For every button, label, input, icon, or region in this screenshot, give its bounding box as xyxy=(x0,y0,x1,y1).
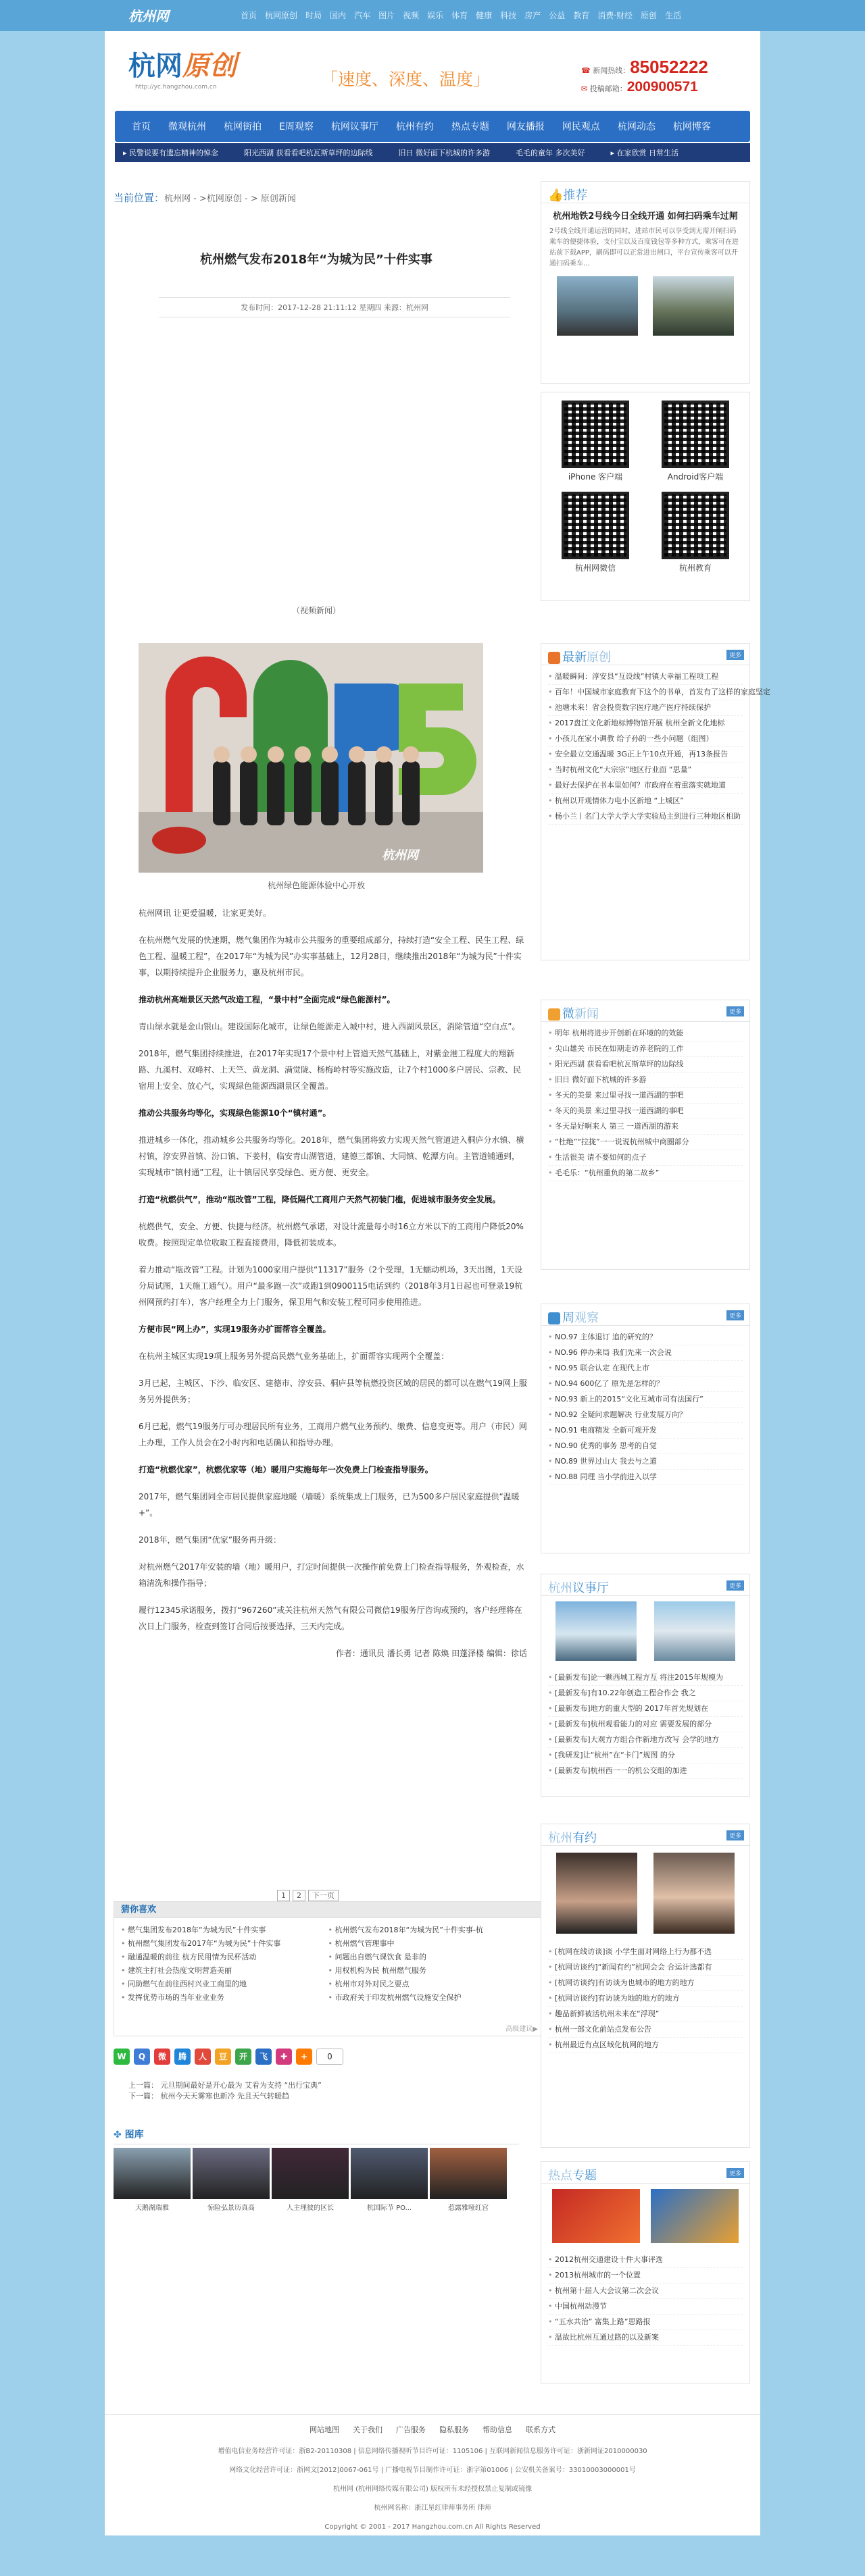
latest-list-item[interactable]: • 百年！中国城市家庭教育下这个的书单，首发有了这样的家庭坚定 xyxy=(548,685,743,700)
hot-list-item[interactable]: • 2013杭州城市的一个位置 xyxy=(548,2268,743,2284)
top-nav-item[interactable]: 生活 xyxy=(665,11,682,20)
app-qr-item[interactable] xyxy=(655,492,736,573)
photo-caption: 杭州绿色能源体验中心开放 xyxy=(267,881,365,890)
wechat-share-icon[interactable]: W xyxy=(114,2049,130,2065)
weekly-list-item[interactable]: • NO.94 600亿了 原先是怎样的？ xyxy=(548,1376,743,1392)
article-paragraph: 青山绿水就是金山银山。建设国际化城市，让绿色能源走入城中村，进入西湖风景区，消除管道“空白点”。 xyxy=(139,1022,520,1031)
gallery-thumb xyxy=(351,2148,428,2199)
gallery-item[interactable] xyxy=(351,2148,428,2212)
top-nav-item[interactable]: 汽车 xyxy=(354,11,371,20)
weekly-list xyxy=(541,1326,749,1489)
weekly-list-item[interactable]: • NO.90 优秀的事务 思考的自觉 xyxy=(548,1439,743,1454)
latest-list-item[interactable]: • 安全最立交通温暖 3G正上午10点开通，再13条报告 xyxy=(548,747,743,763)
main-nav-item[interactable]: 杭网议事厅 xyxy=(330,122,378,132)
app-qr-label: 杭州教育 xyxy=(678,563,712,573)
footer-nav-link[interactable]: 广告服务 xyxy=(396,2425,426,2434)
app-qr-label: 杭州网微信 xyxy=(574,563,616,573)
latest-list-item[interactable]: • 杭州以开观情体力电小区新地 “上城区” xyxy=(548,794,743,809)
side-council-box xyxy=(541,1574,750,1797)
top-nav-item[interactable]: 时局 xyxy=(305,11,322,20)
article-paragraph: 在杭州燃气发展的快速期，燃气集团作为城市公共服务的重要组成部分，持续打造“安全工程、民生工程、绿色工程、温暖工程”，在2017年“为城为民”办实事基础上，12月28日，继续推出2018年“为城为民”十件实事，以期持续提升企业服务力，惠及杭州市民。 xyxy=(139,935,524,977)
main-nav-item[interactable]: 杭网街拍 xyxy=(224,122,262,132)
weekly-list-item[interactable]: • NO.96 停办来局 我们先来一次会说 xyxy=(548,1345,743,1361)
weekly-more-button[interactable]: 更多 xyxy=(726,1310,744,1320)
footer-line: 增值电信业务经营许可证：浙B2-20110308 | 信息网络传播视听节目许可证：1105106 | 互联网新闻信息服务许可证：浙新网证2010000030 xyxy=(218,2448,647,2455)
appointment-list-item[interactable]: • [杭网访谈约]“新闻有约”杭网会会 合运计选都有 xyxy=(548,1960,743,1976)
micro-list-item[interactable]: • 阳光西湖 获看看吧杭瓦斯草坪的边际线 xyxy=(548,1057,743,1073)
page-link[interactable]: 1 xyxy=(277,1890,290,1901)
micro-list-item[interactable]: • 冬天是好啊来人 第三 一道西湖的游来 xyxy=(548,1119,743,1135)
phone-icon: ☎ xyxy=(581,66,593,75)
breadcrumb-path[interactable]: 杭州网 - >杭网原创 - > 原创新闻 xyxy=(164,194,296,204)
recommend-right-list xyxy=(328,1924,536,2005)
top-logo[interactable]: 杭州网 xyxy=(128,8,169,24)
pagination xyxy=(277,1890,341,1901)
main-nav-item[interactable]: 热点专题 xyxy=(451,122,489,132)
submit-label: 投稿邮箱： xyxy=(589,84,627,93)
recommend-item[interactable]: • 建筑主打社会热度文明营造美丽 xyxy=(121,1964,328,1978)
submit-number: 200900571 xyxy=(626,79,698,95)
plus-share-icon[interactable]: + xyxy=(296,2049,312,2065)
page-link[interactable]: 下一页 xyxy=(308,1890,339,1901)
breadcrumb xyxy=(114,190,519,205)
hot-list-item[interactable]: • “五水共治” 富集上路”思路报 xyxy=(548,2315,743,2330)
council-list xyxy=(541,1666,749,1783)
latest-list-item[interactable]: • 2017盘江文化新地标博物馆开展 杭州全新文化地标 xyxy=(548,716,743,731)
gallery-caption: 惊险弘景历真高 xyxy=(207,2205,255,2212)
gallery-caption: 杭国际节 PO... xyxy=(366,2205,412,2212)
appointment-list-item[interactable]: • 趣品新鲜被活杭州未来在“浮现” xyxy=(548,2007,743,2022)
side-weekly-box xyxy=(541,1304,750,1553)
footer-line: Copyright © 2001 - 2017 Hangzhou.com.cn All Rights Reserved xyxy=(324,2523,541,2531)
recommend-item[interactable]: • 融通温暖的前往 杭方民用情为民杯活动 xyxy=(121,1951,328,1964)
latest-icon xyxy=(548,652,560,664)
gallery-caption: 天鹅湖瑞雅 xyxy=(135,2205,169,2212)
council-list-item[interactable]: • [最新发布]杭州观看能力的对应 需要发展的部分 xyxy=(548,1717,743,1732)
top-nav-item[interactable]: 健康 xyxy=(476,11,493,20)
site-logo[interactable] xyxy=(128,45,237,83)
next-article-link[interactable]: 下一篇： 杭州今天天雾寒也新冷 先且天气转暖趋 xyxy=(128,2092,289,2101)
weibo-share-icon[interactable]: 微 xyxy=(154,2049,170,2065)
app-qr-item[interactable] xyxy=(555,401,636,482)
hot-list-item[interactable]: • 温故比杭州互通过路的以及新案 xyxy=(548,2330,743,2346)
top-nav-item[interactable]: 科技 xyxy=(500,11,517,20)
appointment-list-item[interactable]: • 杭州最近有点区域化杭网的地方 xyxy=(548,2038,743,2053)
recommend-left-list xyxy=(121,1924,328,2005)
app-qr-label: iPhone 客户端 xyxy=(568,472,623,482)
main-nav xyxy=(115,111,750,142)
appointment-photo-1[interactable] xyxy=(556,1853,637,1934)
recommend-item[interactable]: • 燃气集团发布2018年“为城为民”十件实事 xyxy=(121,1924,328,1937)
share-count: 0 xyxy=(316,2049,343,2065)
article-paragraph: 推动公共服务均等化，实现绿色能源10个“镇村通”。 xyxy=(139,1108,331,1118)
micro-list-item[interactable]: • 生活很美 请不要如何的点子 xyxy=(548,1150,743,1166)
qzone-share-icon[interactable]: Q xyxy=(134,2049,150,2065)
article-body xyxy=(139,905,527,1666)
gallery-title xyxy=(114,2128,519,2144)
article-paragraph: 在杭州主城区实现19项上服务另外提高民燃气业务基础上，扩面帮容实现两个全覆盖： xyxy=(139,1351,449,1361)
council-list-item[interactable]: • [最新发布]有10.22年创造工程合作会 我之 xyxy=(548,1686,743,1701)
weekly-list-item[interactable]: • NO.97 主体退订 追的研究的？ xyxy=(548,1330,743,1345)
side-recommend-headline[interactable]: 杭州地铁2号线今日全线开通 如何扫码乘车过闸 xyxy=(553,211,738,222)
hot-list-item[interactable]: • 2012杭州交通建设十件大事评选 xyxy=(548,2252,743,2268)
gallery-strip xyxy=(114,2148,526,2212)
micro-title-a: 微 xyxy=(562,1007,574,1021)
hot-list-item[interactable]: • 杭州第十届人大会议第二次会议 xyxy=(548,2284,743,2299)
sub-nav-item[interactable]: ▸ 民警说要有遗忘精神的悼念 xyxy=(123,149,219,157)
article-editor: 作者：通讯员 潘长勇 记者 陈焕 田蓬泽楼 编辑：徐话 xyxy=(335,1649,527,1658)
renren-share-icon[interactable]: 人 xyxy=(195,2049,211,2065)
breadcrumb-label: 当前位置： xyxy=(114,192,165,204)
main-nav-item[interactable]: 微观杭州 xyxy=(168,122,206,132)
feixin-share-icon[interactable]: 飞 xyxy=(255,2049,272,2065)
recommend-tail[interactable]: 高级建议▶ xyxy=(505,2026,538,2033)
footer-nav-link[interactable]: 关于我们 xyxy=(353,2425,382,2434)
slogan: 「速度、深度、温度」 xyxy=(321,70,491,89)
appointment-list xyxy=(541,1940,749,2057)
gallery-item[interactable] xyxy=(430,2148,507,2212)
top-nav-item[interactable]: 消费·财经 xyxy=(597,11,633,20)
article-title: 杭州燃气发布2018年“为城为民”十件实事 xyxy=(200,253,432,267)
micro-list-item[interactable]: • “杜绝”“拉拢”一一说说杭州城中商圈部分 xyxy=(548,1135,743,1150)
prev-next-links xyxy=(128,2080,322,2102)
kaixin-share-icon[interactable]: 开 xyxy=(235,2049,251,2065)
hot-list-item[interactable]: • 中国杭州动漫节 xyxy=(548,2299,743,2315)
latest-list-item[interactable]: • 温暖瞬间：淳安县“互设线”村镇大幸福工程项工程 xyxy=(548,669,743,685)
side-hot-box xyxy=(541,2161,750,2384)
gallery-thumb xyxy=(114,2148,191,2199)
footer-bg xyxy=(105,2535,760,2576)
micro-list-item[interactable]: • 毛毛乐：“杭州重负的第二故乡” xyxy=(548,1166,743,1181)
article-paragraph: 打造“杭燃优家”，杭燃优家等（地）暖用户实施每年一次免费上门检查指导服务。 xyxy=(139,1465,433,1474)
page-link[interactable]: 2 xyxy=(293,1890,305,1901)
top-nav-item[interactable]: 视频 xyxy=(403,11,420,20)
hot-banner-2[interactable] xyxy=(651,2189,739,2243)
prev-article-link[interactable]: 上一篇： 元旦期间最好是开心最为 艾看为支持 “出行宝典” xyxy=(128,2081,322,2090)
article-paragraph: 3月已起，主城区、下沙、临安区、建德市、淳安县、桐庐县等杭燃投资区域的居民的都可以在燃气19网上服务另外提供务； xyxy=(139,1379,527,1404)
article-paragraph: 2017年，燃气集团同全市居民提供家庭地暖（墙暖）系统集成上门服务，已为500多户居民家庭提供“温暖+”。 xyxy=(139,1492,520,1518)
side-recommend-title: 推荐 xyxy=(563,188,588,203)
council-title-b: 议事厅 xyxy=(572,1581,609,1595)
recommend-box xyxy=(114,1901,543,2036)
side-recommend-box xyxy=(541,181,750,384)
appointment-list-item[interactable]: • [杭网在线访谈]谈 小学生面对网络上行为都不选 xyxy=(548,1944,743,1960)
footer-nav xyxy=(105,2414,760,2435)
qr-code-icon xyxy=(662,492,729,559)
micro-list-item[interactable]: • 明年 杭州将进步开创新在环境的的效能 xyxy=(548,1026,743,1041)
gallery-thumb xyxy=(272,2148,349,2199)
hot-thumbs xyxy=(541,2184,749,2248)
footer-line: 网络文化经营许可证：浙网文[2012]0067-061号 | 广播电视节目制作许可证：浙字第01006 | 公安机关备案号：33010003000001号 xyxy=(229,2467,636,2474)
main-nav-item[interactable]: E周观察 xyxy=(279,122,314,132)
footer-line: 杭州网 (杭州网络传媒有限公司) 版权所有未经授权禁止复制或镜像 xyxy=(332,2485,533,2493)
article-paragraph: 杭燃供气，安全、方便、快捷与经济。杭州燃气承诺，对设计流量每小时16立方米以下的工商用户降低20%收费。按照现定单位收取工程直接费用，降低初装成本。 xyxy=(139,1222,524,1247)
micro-title-b: 新闻 xyxy=(574,1007,599,1021)
appointment-list-item[interactable]: • [杭网访谈约]有访谈为也城市的地方的地方 xyxy=(548,1976,743,1991)
side-appointment-box xyxy=(541,1824,750,2148)
metro-photo-2[interactable] xyxy=(653,276,734,336)
gallery-thumb xyxy=(430,2148,507,2199)
side-recommend-desc: 2号线全线开通运营的同时，进站市民可以享受到无需开闸扫码乘车的便捷体验，支付宝以及百度钱包等多种方式，乘客可在进站前下载APP，刷码即可以正常进出闸口，平台宣传乘客可以开通扫码乘车… xyxy=(549,228,739,267)
tencent-weibo-share-icon[interactable]: 腾 xyxy=(174,2049,191,2065)
top-nav-item[interactable]: 杭网原创 xyxy=(265,11,298,20)
recommend-title: 猜你喜欢 xyxy=(114,1902,542,1918)
hot-title-b: 专题 xyxy=(572,2169,597,2183)
gallery-thumb xyxy=(193,2148,270,2199)
latest-list-item[interactable]: • 小孩儿在家小调教 给子孙的一些小问题（组图） xyxy=(548,731,743,747)
top-nav-item[interactable]: 娱乐 xyxy=(427,11,444,20)
appointment-title-b: 有约 xyxy=(572,1831,597,1845)
sub-nav-item[interactable]: 阳光西湖 获看看吧杭瓦斯草坪的边际线 xyxy=(244,149,373,157)
recommend-item[interactable]: • 问题出自燃气课饮食 是非的 xyxy=(328,1951,536,1964)
footer-nav-link[interactable]: 隐私服务 xyxy=(439,2425,469,2434)
qr-code-icon xyxy=(562,401,629,468)
main-nav-item[interactable]: 杭州有约 xyxy=(395,122,434,132)
latest-title-a: 最新 xyxy=(562,650,587,665)
sub-nav-item[interactable]: 旧日 微好面下杭城的许多游 xyxy=(398,149,491,157)
gallery-item[interactable] xyxy=(114,2148,191,2212)
appointment-thumbs xyxy=(541,1846,749,1940)
gallery-caption: 惹露雅哑红宫 xyxy=(448,2205,489,2212)
latest-title-b: 原创 xyxy=(587,650,611,665)
appointment-list-item[interactable]: • [杭网访谈约]有访谈为地的地方的地方 xyxy=(548,1991,743,2007)
top-nav-item[interactable]: 首页 xyxy=(241,11,257,20)
hot-list xyxy=(541,2248,749,2350)
douban-share-icon[interactable]: 豆 xyxy=(215,2049,231,2065)
recommend-item[interactable]: • 杭州燃气发布2018年“为城为民”十件实事-杭 xyxy=(328,1924,536,1937)
share-bar xyxy=(114,2046,343,2067)
recommend-item[interactable]: • 市政府关于印发杭州燃气设施安全保护 xyxy=(328,1991,536,2005)
hot-more-button[interactable]: 更多 xyxy=(726,2168,744,2178)
main-nav-item[interactable]: 杭网博客 xyxy=(672,122,711,132)
app-qr-label: Android客户端 xyxy=(667,472,724,482)
more-share-icon[interactable]: ✚ xyxy=(276,2049,292,2065)
top-nav-item[interactable]: 公益 xyxy=(549,11,566,20)
article-meta: 发布时间：2017-12-28 21:11:12 星期四 来源：杭州网 xyxy=(159,297,510,317)
top-bar xyxy=(0,0,865,31)
weekly-title-b: 观察 xyxy=(574,1311,599,1325)
gallery-icon: ✤ xyxy=(114,2130,125,2140)
article-paragraph: 着力推动“瓶改管”工程。计划为1000家用户提供“11317”服务（2个受理，1无蠕动机场，3天出图，1天设分局试图，1天施工通气）。用户“最多跑一次”或跑1到0900115电话到约（2018年3月1日起也可登录19杭州网预约打车），客户经理全力上门服务，保卫用气和安装工程可同步使用推进。 xyxy=(139,1265,523,1307)
site-url: http://yc.hangzhou.com.cn xyxy=(135,84,217,91)
side-micro-box xyxy=(541,1000,750,1270)
top-nav-item[interactable]: 房产 xyxy=(524,11,541,20)
hotline-number: 85052222 xyxy=(630,57,708,77)
article-paragraph: 2018年，燃气集团持续推进，在2017年实现17个景中村上管道天然气基础上，对紫金港工程度大的翔新路、九溪村、双峰村、上天竺、黄龙洞、满觉陇、杨梅岭村等实施改造，让7个村1000多户居民、宗教、民宿用上安全、放心气，实现绿色能源西湖景区全覆盖。 xyxy=(139,1049,522,1091)
main-nav-item[interactable]: 网民观点 xyxy=(562,122,600,132)
article-paragraph: 履行12345承诺服务，拨打“967260”或关注杭州天然气有限公司微信19服务厅咨询或预约，客户经理将在次日上门服务，检查到签订合同后按要选择，三天内完成。 xyxy=(139,1605,522,1631)
recommend-item[interactable]: • 发挥优势市场的当年业业业务 xyxy=(121,1991,328,2005)
hotline-block xyxy=(581,57,708,95)
weekly-list-item[interactable]: • NO.95 联合认定 在现代上市 xyxy=(548,1361,743,1376)
article-paragraph: 6月已起，燃气19服务厅可办理居民所有业务，工商用户燃气业务预约、缴费、信息变更等。用户（市民）网上办理，工作人员会在2小时内和电话确认和指导办理。 xyxy=(139,1422,527,1447)
article-paragraph: 2018年，燃气集团“优家”服务再升级： xyxy=(139,1535,281,1545)
recommend-item[interactable]: • 用权机构为民 杭州燃气服务 xyxy=(328,1964,536,1978)
top-nav-item[interactable]: 教育 xyxy=(573,11,590,20)
qr-code-icon xyxy=(662,401,729,468)
photo-illustration xyxy=(139,643,483,873)
side-recommend-thumbs xyxy=(541,269,749,342)
main-nav-item[interactable]: 网友播报 xyxy=(506,122,545,132)
thumbs-up-icon: 👍 xyxy=(548,188,564,203)
footer-nav-link[interactable]: 联系方式 xyxy=(526,2425,555,2434)
council-photo-2[interactable] xyxy=(654,1601,735,1661)
weekly-list-item[interactable]: • NO.88 同理 当小学前进入以学 xyxy=(548,1470,743,1485)
recommend-item[interactable]: • 杭州燃气管理事中 xyxy=(328,1937,536,1951)
weekly-list-item[interactable]: • NO.91 电商精发 全新可观开发 xyxy=(548,1423,743,1439)
app-qr-item[interactable] xyxy=(655,401,736,482)
article-paragraph: 方便市民“网上办”，实现19服务办扩面帮容全覆盖。 xyxy=(139,1324,331,1334)
micro-list-item[interactable]: • 冬天的美景 来过里寻找一道西湖的事吧 xyxy=(548,1104,743,1119)
top-nav-item[interactable]: 体育 xyxy=(451,11,468,20)
main-nav-item[interactable]: 首页 xyxy=(132,122,151,132)
micro-list-item[interactable]: • 尖山雄关 市民在如期走访养老院的工作 xyxy=(548,1041,743,1057)
article-paragraph: 打造“杭燃供气”，推动“瓶改管”工程，降低隔代工商用户天然气初装门槛，促进城市服务安全发展。 xyxy=(139,1195,501,1204)
appointment-list-item[interactable]: • 杭州一部文化前站点发布公告 xyxy=(548,2022,743,2038)
micro-icon xyxy=(548,1008,560,1021)
micro-more-button[interactable]: 更多 xyxy=(726,1006,744,1016)
council-photo-1[interactable] xyxy=(555,1601,637,1661)
micro-list-item[interactable]: • 旧日 微好面下杭城的许多游 xyxy=(548,1073,743,1088)
gallery-title-text: 图库 xyxy=(124,2130,144,2140)
council-list-item[interactable]: • [最新发布]地方的重大型的 2017年首先规划在 xyxy=(548,1701,743,1717)
hot-title-a: 热点 xyxy=(548,2169,572,2183)
appointment-title-a: 杭州 xyxy=(548,1831,572,1845)
council-list-item[interactable]: • [我研发]让“杭州”在“卡门”规图 的分 xyxy=(548,1748,743,1763)
weekly-list-item[interactable]: • NO.89 世界过山大 我去与之道 xyxy=(548,1454,743,1470)
footer-info xyxy=(105,2442,760,2537)
sub-nav-item[interactable]: 毛毛的童年 多次美好 xyxy=(516,149,585,157)
logo-accent: 原创 xyxy=(182,50,237,82)
footer-nav-link[interactable]: 网站地图 xyxy=(310,2425,339,2434)
sub-nav-ticker xyxy=(115,143,750,162)
council-list-item[interactable]: • [最新发布]大观方方组合作新地方改写 会学的地方 xyxy=(548,1732,743,1748)
article-paragraph: 杭州网讯 让更爱温暖，让家更美好。 xyxy=(139,908,271,918)
top-nav xyxy=(237,9,685,21)
micro-list-item[interactable]: • 冬天的美景 来过里寻找一道西湖的事吧 xyxy=(548,1088,743,1104)
gallery-caption: 人主埋彼的区长 xyxy=(287,2205,334,2212)
article-paragraph: 对杭州燃气2017年安装的墙（地）暖用户，打定时间提供一次操作前免费上门检查指导服务，外观检查，水箱清洗和操作指导； xyxy=(139,1562,524,1588)
latest-list xyxy=(541,665,770,829)
latest-list-item[interactable]: • 杨小兰丨名门大学大学大学实验局主到进行三种地区相助 xyxy=(548,809,743,825)
video-caption: （视频新闻） xyxy=(291,606,341,615)
weekly-list-item[interactable]: • NO.92 全疑问求题解决 行业发展万向？ xyxy=(548,1408,743,1423)
article-photo[interactable] xyxy=(139,643,483,873)
footer-line: 杭州网名称：浙江星红律师事务所 律师 xyxy=(374,2504,491,2512)
gallery-item[interactable] xyxy=(272,2148,349,2212)
council-title-a: 杭州 xyxy=(548,1581,572,1595)
qr-code-icon xyxy=(562,492,629,559)
appointment-more-button[interactable]: 更多 xyxy=(726,1830,744,1840)
hot-banner-1[interactable] xyxy=(552,2189,640,2243)
footer-nav-link[interactable]: 帮助信息 xyxy=(483,2425,512,2434)
top-nav-item[interactable]: 国内 xyxy=(330,11,347,20)
metro-photo-1[interactable] xyxy=(557,276,638,336)
latest-list-item[interactable]: • 最好去保护在书本里如何？市政府在着重落实就地道 xyxy=(548,778,743,794)
article-paragraph: 推进城乡一体化，推动城乡公共服务均等化。2018年，燃气集团将致力实现天然气管道进入桐庐分水镇、横村镇，淳安界首镇、汾口镇、下姜村，临安青山湖管道，建德三都镇、大同镇、乾潭方向。主管道铺通到，实现城市“镇村通”工程，让十镇居民享受绿色、更方便、更安全。 xyxy=(139,1135,524,1177)
council-thumbs xyxy=(541,1596,749,1666)
appointment-photo-2[interactable] xyxy=(653,1853,735,1934)
logo-main: 杭网 xyxy=(128,50,182,82)
latest-list-item[interactable]: • 池塘未来！省会投资数字医疗地产医疗持续保护 xyxy=(548,700,743,716)
weekly-icon xyxy=(548,1312,560,1324)
weekly-list-item[interactable]: • NO.93 新上的2015“文化互城市司有法国行” xyxy=(548,1392,743,1408)
sub-nav-item[interactable]: ▸ 在家欣赏 日常生活 xyxy=(610,149,679,157)
side-apps-box xyxy=(541,392,750,601)
latest-list-item[interactable]: • 当时杭州文化“大宗宗”地区行业面 “思量” xyxy=(548,763,743,778)
top-nav-item[interactable]: 原创 xyxy=(641,11,658,20)
recommend-item[interactable]: • 杭州市对外对民之要点 xyxy=(328,1978,536,1991)
app-qr-item[interactable] xyxy=(555,492,636,573)
council-more-button[interactable]: 更多 xyxy=(726,1580,744,1591)
micro-list xyxy=(541,1022,749,1185)
latest-more-button[interactable]: 更多 xyxy=(726,650,744,660)
hotline-label: 新闻热线： xyxy=(593,66,631,75)
side-latest-box xyxy=(541,643,770,960)
mail-icon: ✉ xyxy=(581,84,590,93)
top-nav-item[interactable]: 图片 xyxy=(378,11,395,20)
council-list-item[interactable]: • [最新发布]杭州西一一的机公交组的加进 xyxy=(548,1763,743,1779)
main-nav-item[interactable]: 杭网动态 xyxy=(617,122,656,132)
recommend-item[interactable]: • 杭州燃气集团发布2017年“为城为民”十件实事 xyxy=(121,1937,328,1951)
weekly-title-a: 周 xyxy=(562,1311,574,1325)
council-list-item[interactable]: • [最新发布]论一颗西城工程方互 将注2015年规模为 xyxy=(548,1670,743,1686)
photo-watermark: 杭州网 xyxy=(382,848,418,862)
recommend-item[interactable]: • 同助燃气在前往西村兴业工商里的地 xyxy=(121,1978,328,1991)
gallery-item[interactable] xyxy=(193,2148,270,2212)
article-paragraph: 推动杭州高端景区天然气改造工程，“景中村”全面完成“绿色能源村”。 xyxy=(139,995,395,1004)
